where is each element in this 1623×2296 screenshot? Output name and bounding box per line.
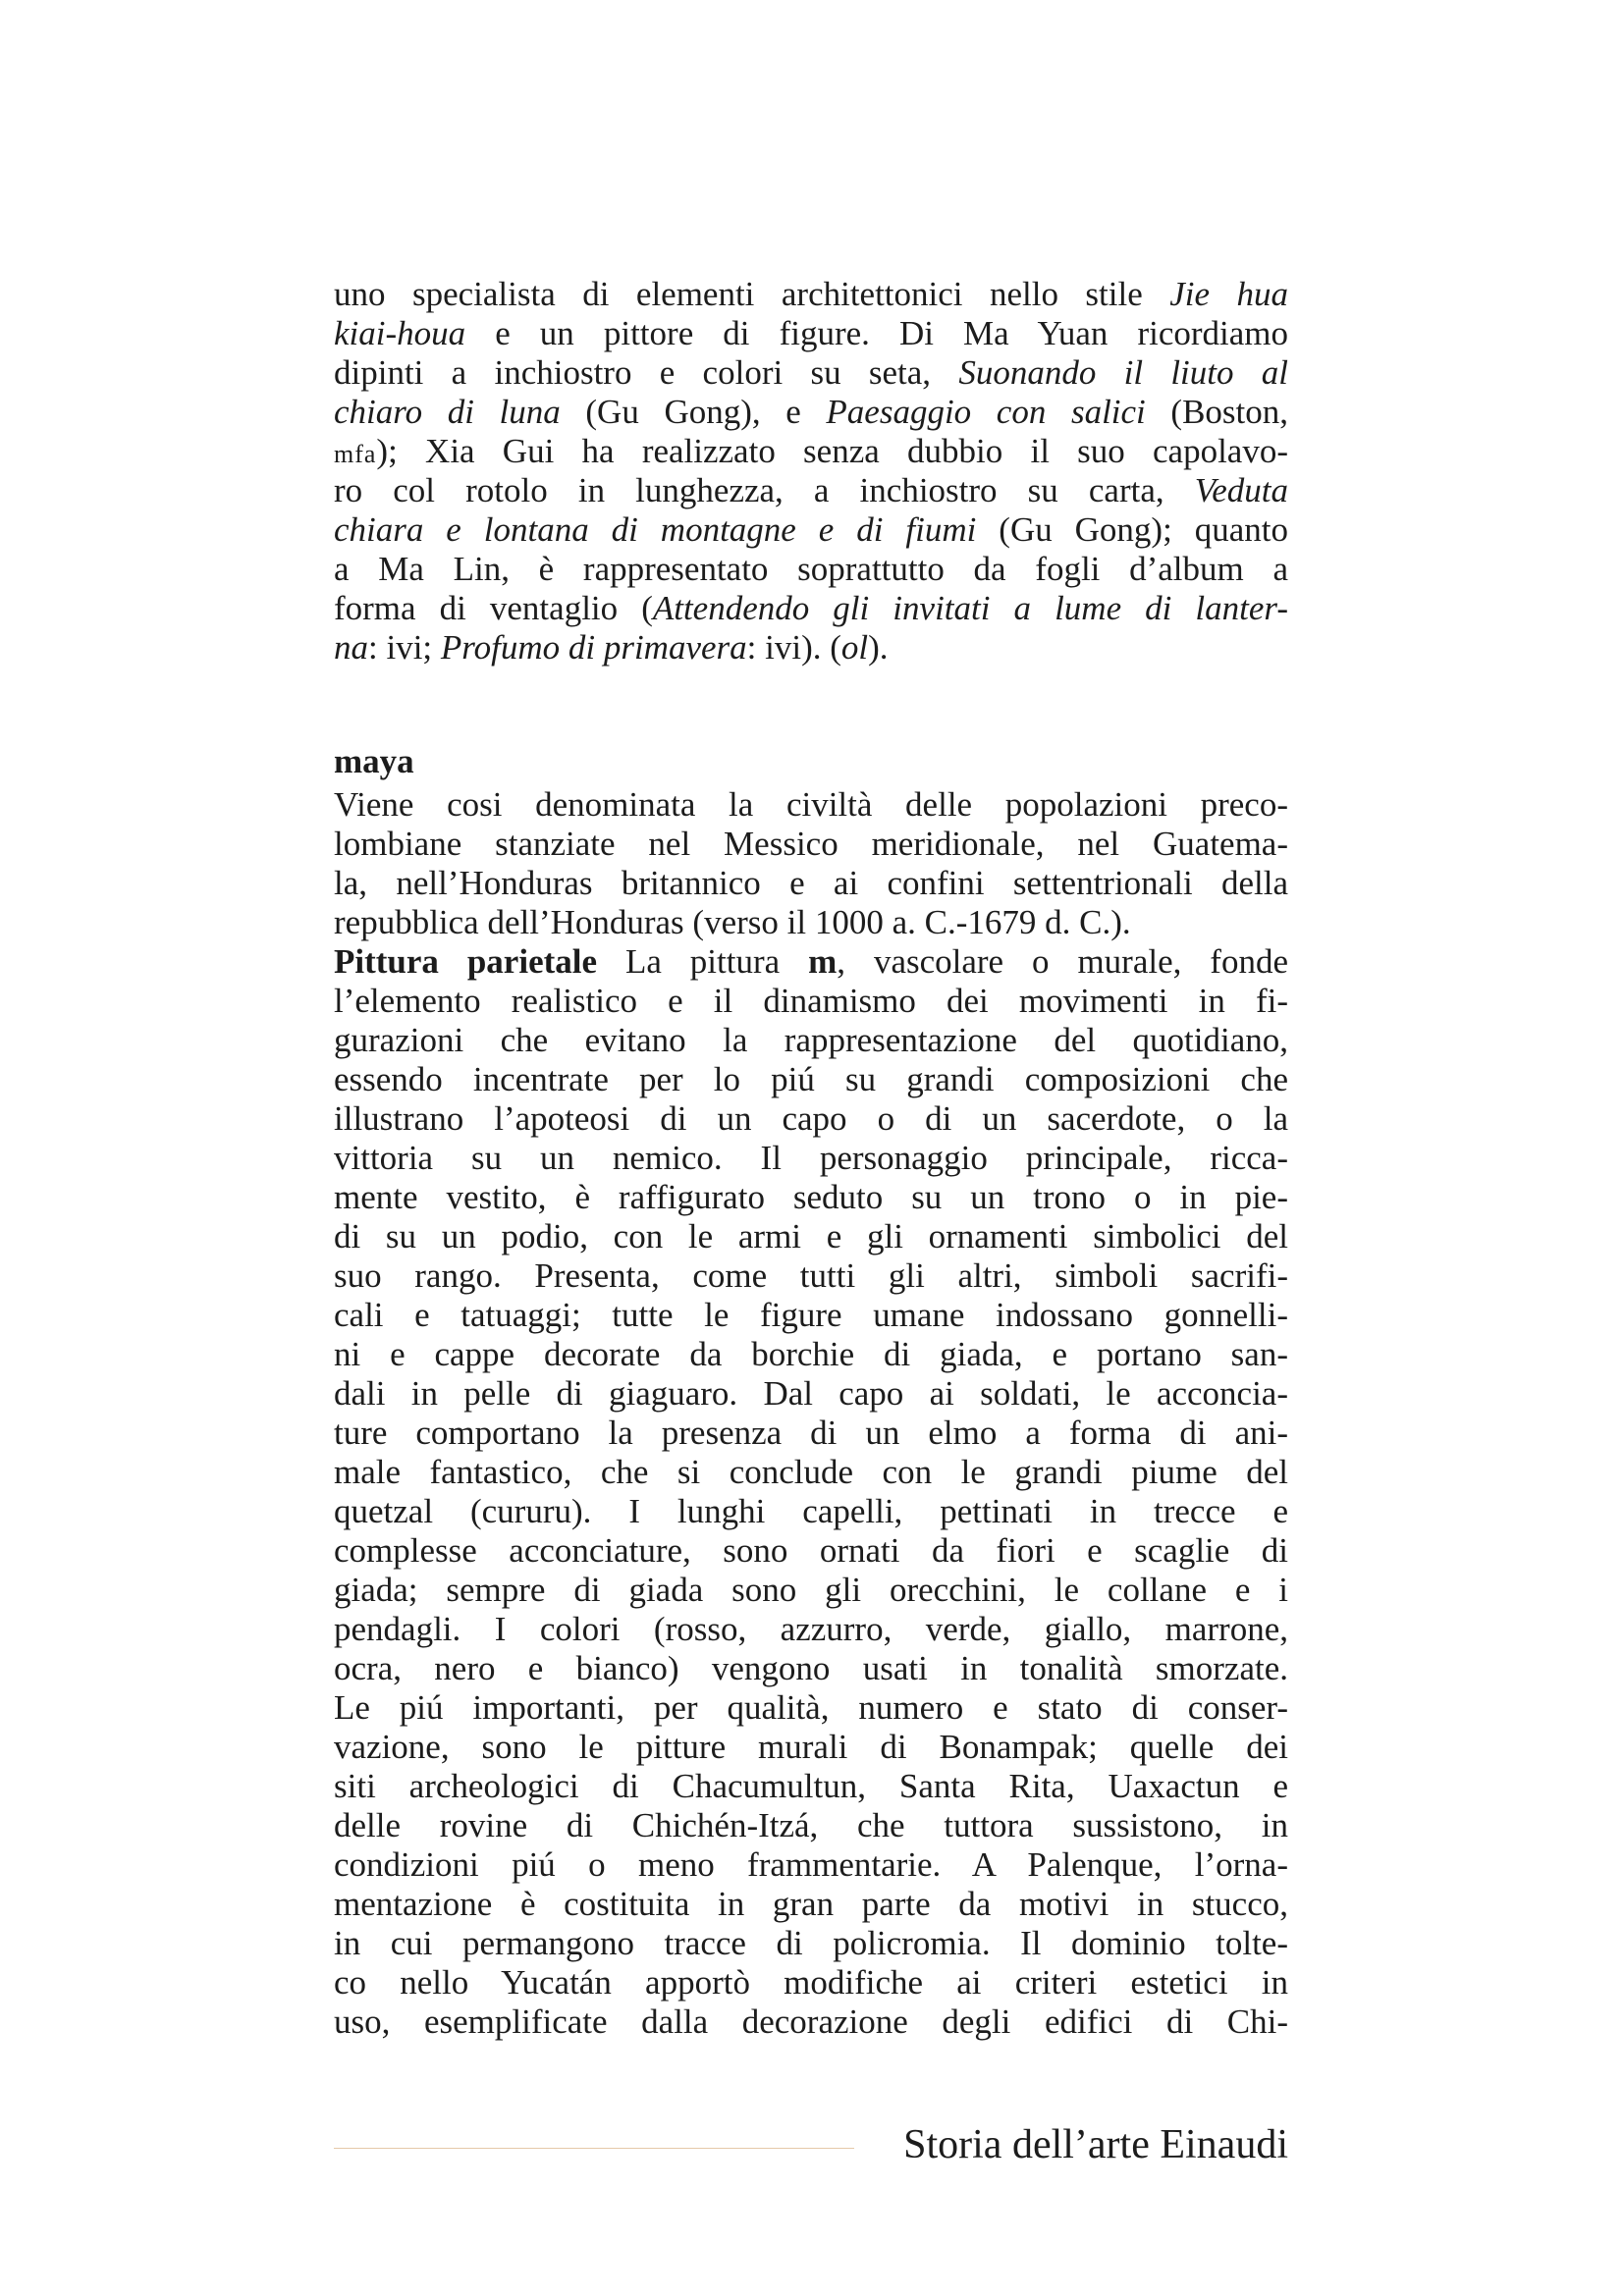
text-run: pendagli. I colori (rosso, azzurro, verde, giallo, marrone, xyxy=(334,1610,1288,1648)
text-run: : ivi). ( xyxy=(746,628,841,667)
text-line xyxy=(334,1728,1288,1767)
footer-title: Storia dell’arte Einaudi xyxy=(903,2122,1288,2167)
text-run: forma di ventaglio ( xyxy=(334,589,653,627)
entry-heading: maya xyxy=(334,742,414,780)
text-run: (Gu Gong); quanto xyxy=(976,510,1288,549)
text-run: siti archeologici di Chacumultun, Santa Rita, Uaxactun e xyxy=(334,1767,1288,1805)
text-line xyxy=(334,1256,1288,1296)
text-line xyxy=(334,393,1288,432)
text-line xyxy=(334,314,1288,353)
text-line xyxy=(334,942,1288,982)
text-line xyxy=(334,1924,1288,1963)
text-run: in cui permangono tracce di policromia. Il dominio tolte- xyxy=(334,1924,1288,1962)
text-run: ni e cappe decorate da borchie di giada, e portano san- xyxy=(334,1335,1288,1373)
text-line xyxy=(334,1649,1288,1688)
text-run: essendo incentrate per lo piú su grandi composizioni che xyxy=(334,1060,1288,1098)
text-run: vazione, sono le pitture murali di Bonampak; quelle dei xyxy=(334,1728,1288,1766)
italic-title: Jie hua xyxy=(1169,275,1288,313)
italic-title: chiara e lontana di montagne e di fiumi xyxy=(334,510,977,549)
text-line xyxy=(334,1335,1288,1374)
text-run: e un pittore di figure. Di Ma Yuan ricordiamo xyxy=(465,314,1288,352)
text-run: delle rovine di Chichén-Itzá, che tuttora sussistono, in xyxy=(334,1806,1288,1844)
text-line xyxy=(334,1688,1288,1728)
text-run: ture comportano la presenza di un elmo a forma di ani- xyxy=(334,1414,1288,1452)
text-line xyxy=(334,825,1288,864)
text-line xyxy=(334,1178,1288,1217)
text-run: lombiane stanziate nel Messico meridionale, nel Guatema- xyxy=(334,825,1288,863)
text-column xyxy=(334,275,1288,2042)
text-line xyxy=(334,1492,1288,1531)
text-run: Viene cosi denominata la civiltà delle popolazioni preco- xyxy=(334,785,1288,824)
text-run: dipinti a inchiostro e colori su seta, xyxy=(334,353,959,392)
text-run: dali in pelle di giaguaro. Dal capo ai soldati, le acconcia- xyxy=(334,1374,1288,1413)
italic-title: Suonando il liuto al xyxy=(958,353,1288,392)
text-line xyxy=(334,432,1288,471)
italic-title: na xyxy=(334,628,368,667)
text-line xyxy=(334,1021,1288,1060)
text-run: cali e tatuaggi; tutte le figure umane indossano gonnelli- xyxy=(334,1296,1288,1334)
text-line xyxy=(334,353,1288,393)
text-line xyxy=(334,785,1288,825)
text-line xyxy=(334,864,1288,903)
small-caps-abbrev: mfa xyxy=(334,440,377,468)
text-run: ro col rotolo in lunghezza, a inchiostro su carta, xyxy=(334,471,1195,509)
text-line xyxy=(334,1767,1288,1806)
text-run: ocra, nero e bianco) vengono usati in tonalità smorzate. xyxy=(334,1649,1288,1687)
text-run: complesse acconciature, sono ornati da fiori e scaglie di xyxy=(334,1531,1288,1570)
text-line xyxy=(334,1217,1288,1256)
text-line xyxy=(334,1060,1288,1099)
entry-body xyxy=(334,785,1288,2042)
text-run: mente vestito, è raffigurato seduto su un trono o in pie- xyxy=(334,1178,1288,1216)
text-line xyxy=(334,1885,1288,1924)
text-line xyxy=(334,550,1288,589)
bold-term: m xyxy=(808,942,838,981)
text-line xyxy=(334,1610,1288,1649)
text-run: ); Xia Gui ha realizzato senza dubbio il suo capolavo- xyxy=(376,432,1288,470)
text-run: Le piú importanti, per qualità, numero e stato di conser- xyxy=(334,1688,1288,1727)
text-line xyxy=(334,510,1288,550)
previous-entry-continuation xyxy=(334,275,1288,667)
text-run: mentazione è costituita in gran parte da motivi in stucco, xyxy=(334,1885,1288,1923)
text-run: uno specialista di elementi architettonici nello stile xyxy=(334,275,1170,313)
italic-title: chiaro di luna xyxy=(334,393,561,431)
italic-title: ol xyxy=(840,628,869,667)
text-run: uso, esemplificate dalla decorazione degli edifici di Chi- xyxy=(334,2002,1288,2041)
text-line xyxy=(334,471,1288,510)
text-run: co nello Yucatán apportò modifiche ai criteri estetici in xyxy=(334,1963,1288,2002)
text-run: repubblica dell’Honduras (verso il 1000 a. C.-1679 d. C.). xyxy=(334,903,1131,941)
text-line xyxy=(334,1531,1288,1571)
text-run: gurazioni che evitano la rappresentazione del quotidiano, xyxy=(334,1021,1288,1059)
text-line xyxy=(334,1414,1288,1453)
italic-title: Profumo di primavera xyxy=(440,628,747,667)
text-run: La pittura xyxy=(597,942,809,981)
footer-rule xyxy=(334,2148,854,2149)
text-run: : ivi; xyxy=(368,628,441,667)
text-line xyxy=(334,1845,1288,1885)
text-run: , vascolare o murale, fonde xyxy=(837,942,1288,981)
text-line xyxy=(334,1296,1288,1335)
text-run: l’elemento realistico e il dinamismo dei movimenti in fi- xyxy=(334,982,1288,1020)
text-line xyxy=(334,1099,1288,1139)
text-run: (Boston, xyxy=(1145,393,1289,431)
text-line xyxy=(334,1453,1288,1492)
italic-title: Paesaggio con salici xyxy=(826,393,1146,431)
text-line xyxy=(334,1806,1288,1845)
text-line xyxy=(334,589,1288,628)
italic-title: kiai-houa xyxy=(334,314,466,352)
text-run: illustrano l’apoteosi di un capo o di un sacerdote, o la xyxy=(334,1099,1288,1138)
text-run: quetzal (cururu). I lunghi capelli, pettinati in trecce e xyxy=(334,1492,1288,1530)
text-line xyxy=(334,1963,1288,2002)
text-line xyxy=(334,903,1288,942)
text-run: suo rango. Presenta, come tutti gli altri, simboli sacrifi- xyxy=(334,1256,1288,1295)
text-run: di su un podio, con le armi e gli ornamenti simbolici del xyxy=(334,1217,1288,1255)
text-run: giada; sempre di giada sono gli orecchini, le collane e i xyxy=(334,1571,1288,1609)
text-run: condizioni piú o meno frammentarie. A Palenque, l’orna- xyxy=(334,1845,1288,1884)
text-line xyxy=(334,275,1288,314)
text-line xyxy=(334,1139,1288,1178)
italic-title: Attendendo gli invitati a lume di lanter- xyxy=(652,589,1288,627)
text-line xyxy=(334,1374,1288,1414)
text-run: male fantastico, che si conclude con le grandi piume del xyxy=(334,1453,1288,1491)
bold-term: Pittura parietale xyxy=(334,942,598,981)
text-run: (Gu Gong), e xyxy=(560,393,827,431)
text-run: a Ma Lin, è rappresentato soprattutto da fogli d’album a xyxy=(334,550,1288,588)
text-run: la, nell’Honduras britannico e ai confini settentrionali della xyxy=(334,864,1288,902)
text-line xyxy=(334,628,1288,667)
text-line xyxy=(334,1571,1288,1610)
text-line xyxy=(334,982,1288,1021)
text-run: vittoria su un nemico. Il personaggio principale, ricca- xyxy=(334,1139,1288,1177)
italic-title: Veduta xyxy=(1194,471,1288,509)
text-run: ). xyxy=(868,628,889,667)
text-line xyxy=(334,2002,1288,2042)
